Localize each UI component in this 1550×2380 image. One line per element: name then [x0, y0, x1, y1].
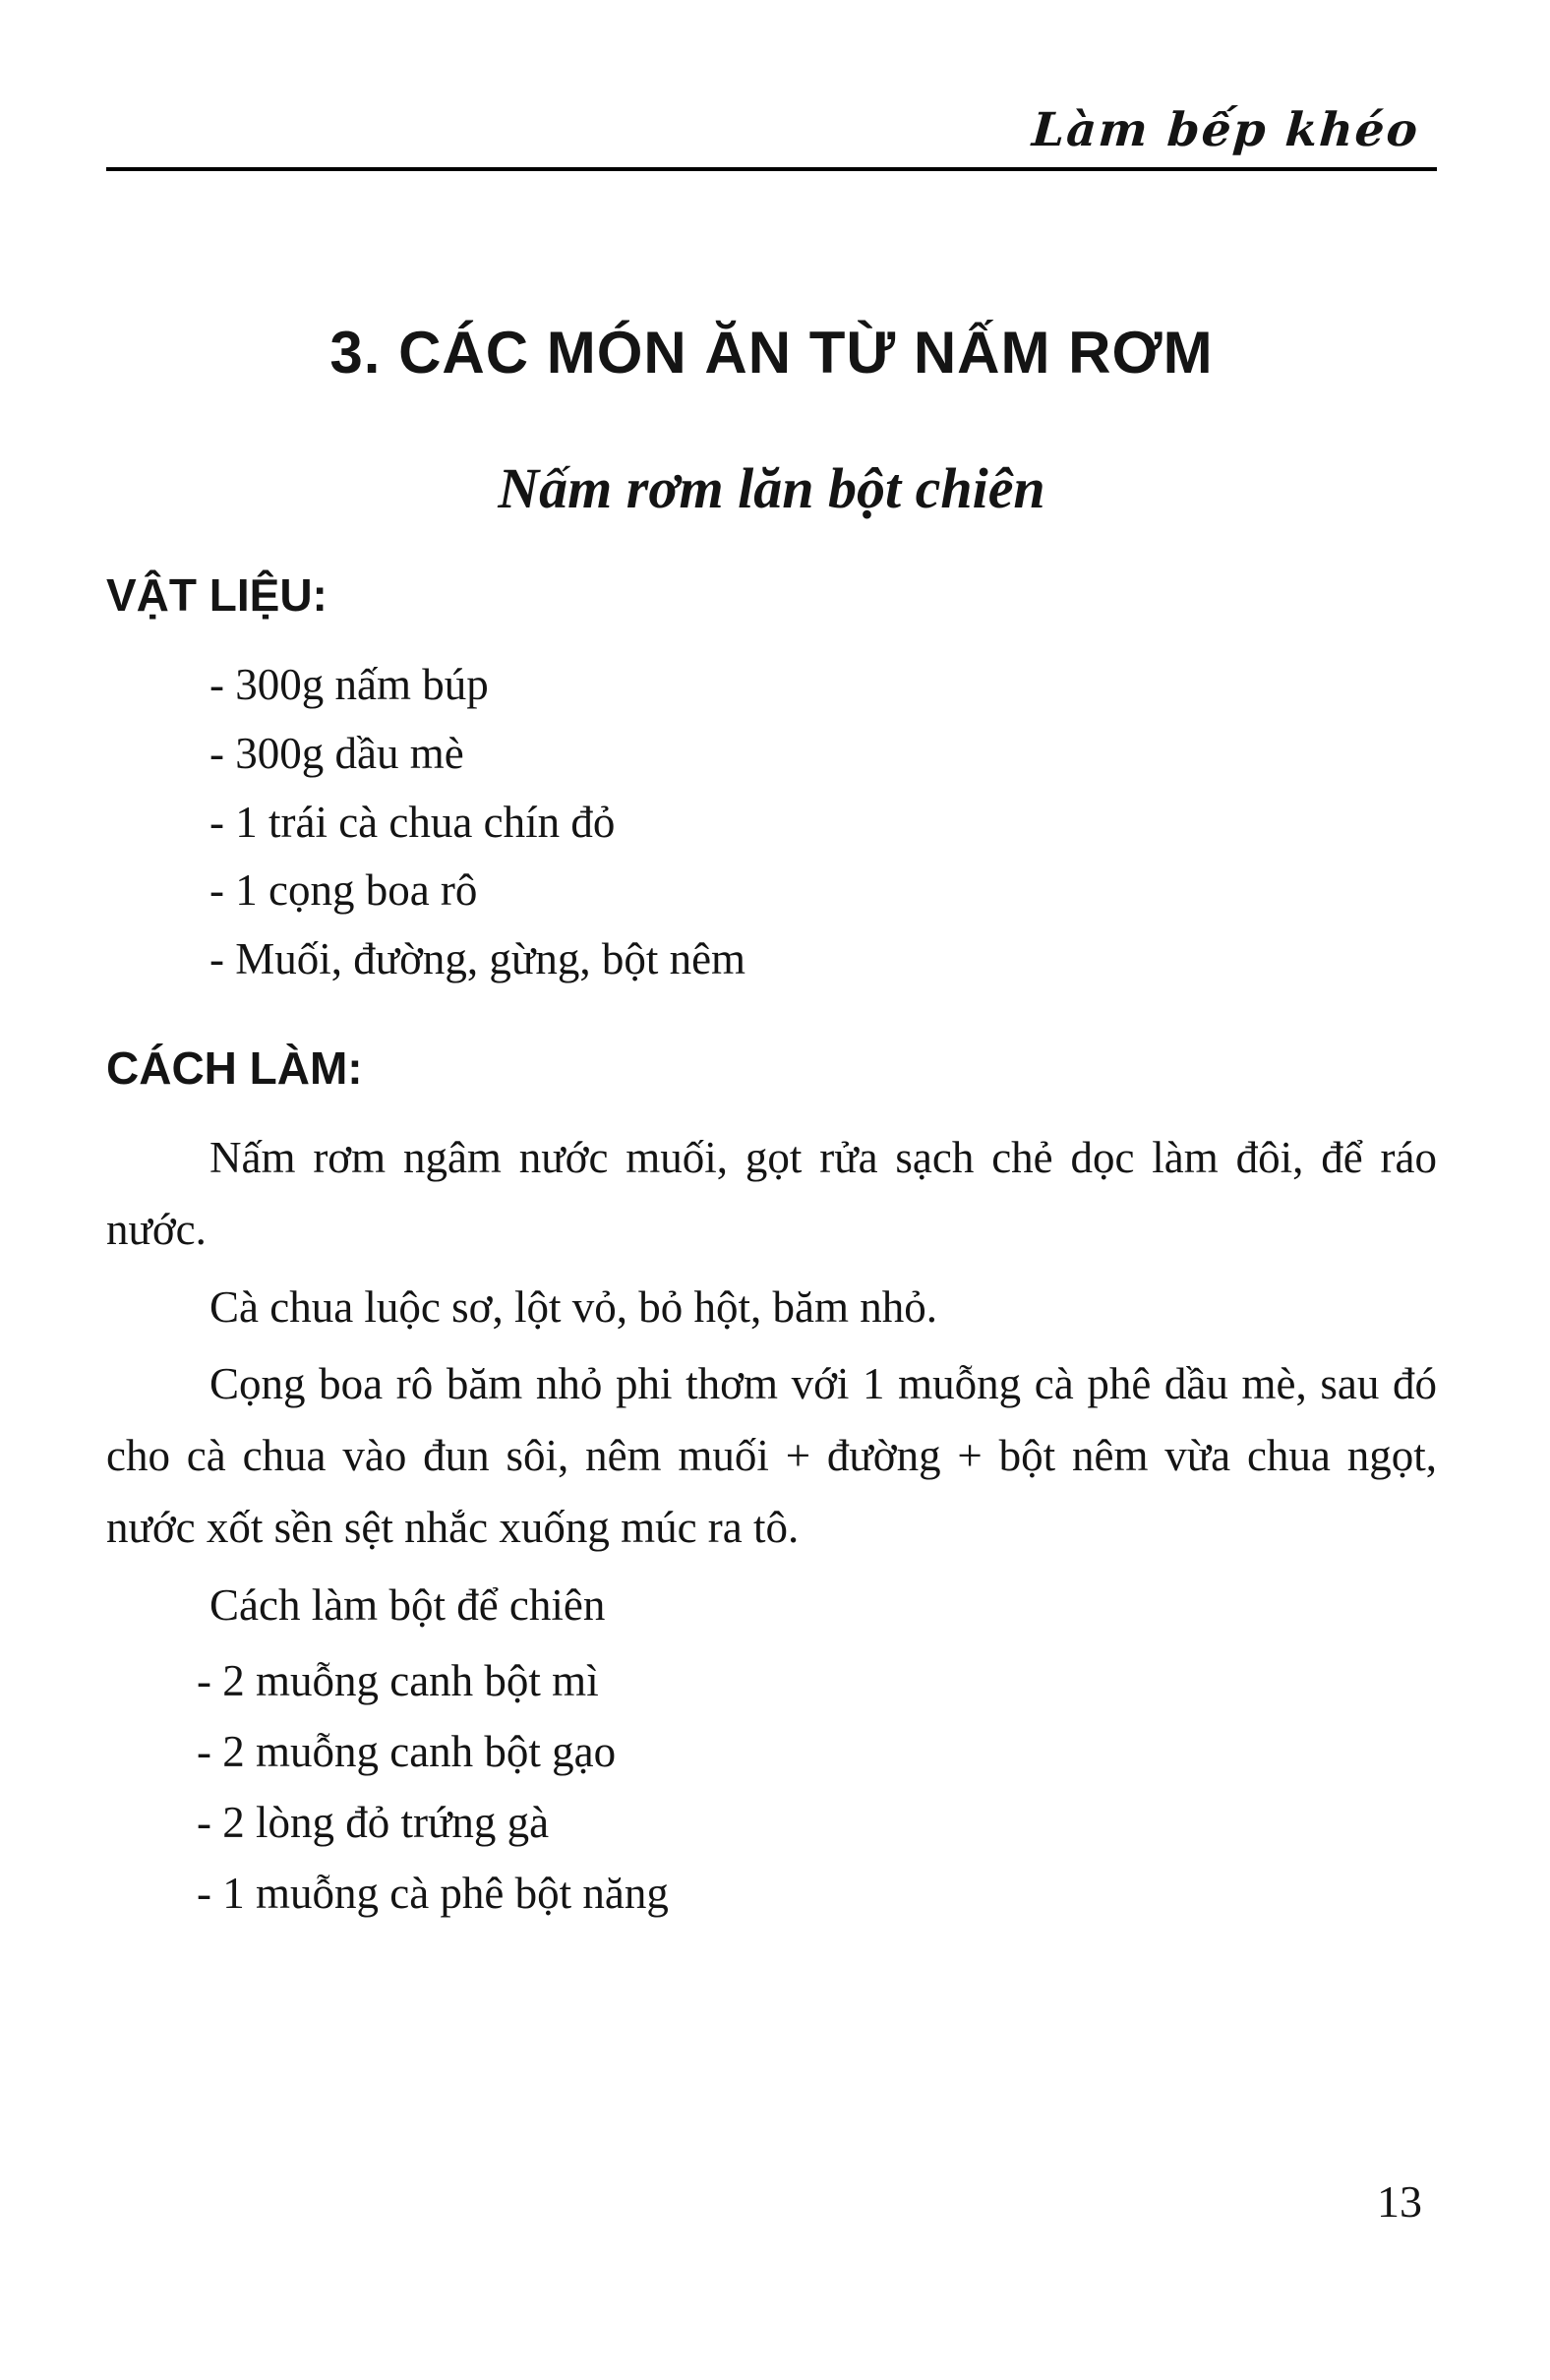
ingredient-list: [106, 651, 1437, 994]
header-rule: [106, 167, 1437, 171]
ingredient-item: - Muối, đường, gừng, bột nêm: [209, 934, 746, 983]
batter-item: - 1 muỗng cà phê bột năng: [197, 1868, 669, 1918]
method-paragraph: Nấm rơm ngâm nước muối, gọt rửa sạch chẻ dọc làm đôi, để ráo nước.: [106, 1132, 1437, 1254]
batter-list: [106, 1645, 1437, 1929]
ingredients-heading: VẬT LIỆU:: [106, 569, 328, 621]
ingredient-item: - 300g dầu mè: [209, 728, 464, 778]
batter-item: - 2 muỗng canh bột gạo: [197, 1726, 617, 1776]
batter-subtitle: Cách làm bột để chiên: [209, 1580, 606, 1631]
ingredient-item: - 1 trái cà chua chín đỏ: [209, 797, 616, 847]
method-paragraph: Cọng boa rô băm nhỏ phi thơm với 1 muỗng cà phê dầu mè, sau đó cho cà chua vào đun sôi, nêm muối + đường + bột nêm vừa chua ngọt, nước xốt sền sệt nhắc xuống múc ra tô.: [106, 1359, 1437, 1553]
batter-item: - 2 muỗng canh bột mì: [197, 1655, 599, 1705]
ingredient-item: - 1 cọng boa rô: [209, 865, 478, 916]
method-heading: CÁCH LÀM:: [106, 1041, 363, 1094]
running-header: Làm bếp khéo: [1030, 103, 1421, 157]
recipe-title: Nấm rơm lăn bột chiên: [498, 456, 1045, 520]
page-number: 13: [1377, 2176, 1422, 2227]
ingredient-item: - 300g nấm búp: [209, 660, 489, 709]
method-paragraph: Cà chua luộc sơ, lột vỏ, bỏ hột, băm nhỏ.: [209, 1281, 937, 1332]
batter-item: - 2 lòng đỏ trứng gà: [197, 1797, 550, 1847]
method-body: [106, 1122, 1437, 1929]
chapter-title: 3. CÁC MÓN ĂN TỪ NẤM RƠM: [329, 320, 1214, 386]
